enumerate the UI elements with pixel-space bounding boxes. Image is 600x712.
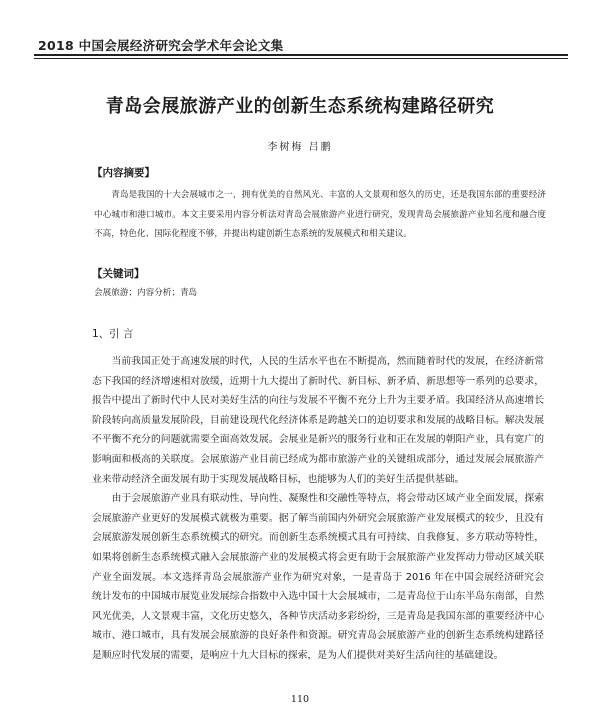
page-number: 110 [290,694,310,705]
paper-authors: 李树梅 吕鹏 [267,142,333,153]
body-paragraph: 当前我国正处于高速发展的时代，人民的生活水平也在不断提高，然而随着时代的发展，在经济新常态下我国的经济增速相对放缓，近期十九大提出了新时代、新目标、新矛盾、新思想等一系列的总要求，报告中提出了新时代中人民对美好生活的向往与发展不平衡不充分上升为主要矛盾。我国经济从高速增长阶段转向高质量发展阶段，目前建设现代化经济体系是跨越关口的迫切要求和发展的战略目标。解决发展不平衡不充分的问题就需要全面高效发展。会展业是新兴的服务行业和正在发展的朝阳产业，具有宽广的影响面和极高的关联度。会展旅游产业目前已经成为都市旅游产业的关键组成部分，通过发展会展旅游产业来带动经济全面发展有助于实现发展战略目标，也能够为人们的美好生活提供基础。 [92,356,544,485]
keywords-text: 会展旅游；内容分析；青岛 [94,288,198,298]
section-heading-introduction: 1、引 言 [92,328,134,340]
keywords-label: 【关键词】 [92,268,145,280]
header-rule-thin [34,58,568,59]
header-rule-thick [34,54,568,56]
running-head: 2018 中国会展经济研究会学术年会论文集 [38,38,284,53]
section-body [92,352,544,666]
abstract-text: 青岛是我国的十大会展城市之一，拥有优美的自然风光、丰富的人文景观和悠久的历史，还是我国东部的重要经济中心城市和港口城市。本文主要采用内容分析法对青岛会展旅游产业进行研究，发现青岛会展旅游产业知名度和融合度不高，特色化、国际化程度不够，并提出构建创新生态系统的发展模式和相关建议。 [94,190,546,239]
body-paragraph: 由于会展旅游产业具有联动性、导向性、凝聚性和交融性等特点，将会带动区域产业全面发展，探索会展旅游产业更好的发展模式就极为重要。据了解当前国内外研究会展旅游产业发展模式的较少，且没有会展旅游发展创新生态系统模式的研究。而创新生态系统模式具有可持续、自我修复、多方联动等特性，如果将创新生态系统模式融入会展旅游产业的发展模式将会更有助于会展旅游产业发挥动力带动区域关联产业全面发展。本文选择青岛会展旅游产业作为研究对象，一是青岛于 2016 年在中国会展经济研究会统计发布的中国城市展览业发展综合指数中入选中国十大会展城市，二是青岛位于山东半岛东南部，自然风光优美，人文景观丰富，文化历史悠久，各种节庆活动多彩纷纷，三是青岛是我国东部的重要经济中心城市、港口城市，具有发展会展旅游的良好条件和资源。研究青岛会展旅游产业的创新生态系统构建路径是顺应时代发展的需要，是响应十九大目标的探索，是为人们提供对美好生活向往的基础建设。 [92,493,544,661]
paper-title: 青岛会展旅游产业的创新生态系统构建路径研究 [105,96,495,117]
abstract-label: 【内容摘要】 [92,167,155,179]
